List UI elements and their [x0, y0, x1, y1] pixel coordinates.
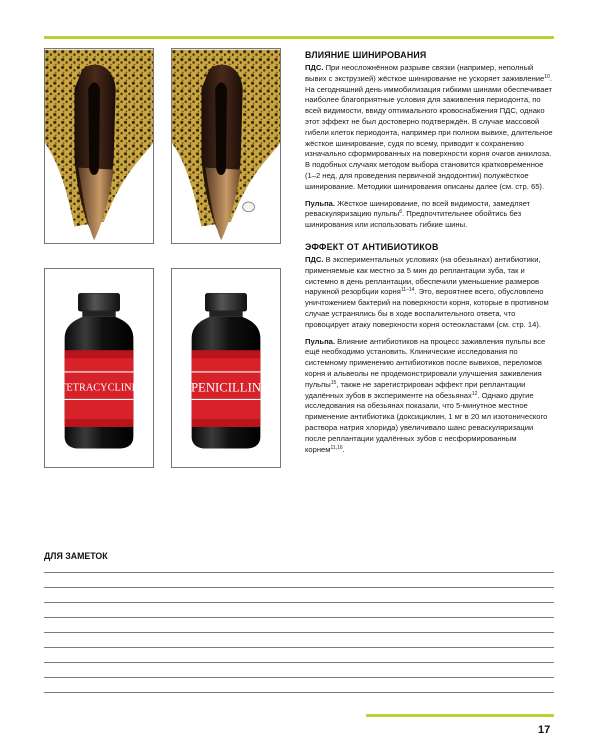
penicillin-label-text: PENICILLIN — [190, 380, 262, 395]
note-line — [44, 617, 554, 618]
note-line — [44, 677, 554, 678]
antibiotics-pulp-paragraph: Пульпа. Влияние антибиотиков на процесс заживления пульпы все ещё необходимо установить. Клинические исследования по системному применению антибиотиков после вывихов, переломов корня и альвеолы не продемонстрировали улучшения заживления пульпы$^{15}$, также не зарегистрирован эффект при реплантации удалённых зубов в эксперименте на обезьянах$^{12}$. Однако другие исследования на обезьянах показали, что 5-минутное местное применение антибиотика (доксициклин, 1 мг в 20 мл изотонического раствора натрия хлорида) увеличивало шанс реваскуляризации после реплантации удалённых зубов с несформированным корнем$^{11,16}$. — [305, 336, 548, 454]
penicillin-bottle-drawing — [172, 269, 280, 467]
note-line — [44, 572, 554, 573]
top-accent-rule — [44, 36, 554, 39]
section-title-antibiotics: ЭФФЕКТ ОТ АНТИБИОТИКОВ — [305, 241, 439, 252]
notes-title: ДЛЯ ЗАМЕТОК — [44, 551, 108, 561]
tooth-illustration-rigid — [44, 48, 154, 244]
tooth-illustration-flexible — [171, 48, 281, 244]
tetracycline-bottle-illustration — [44, 268, 154, 468]
note-line — [44, 662, 554, 663]
splinting-pdl-paragraph: ПДС. При неосложнённом разрыве связки (например, неполный вывих с экструзией) жёсткое шинирование не ускоряет заживление$^{10}$. На сегодняшний день иммобилизация гибкими шинами обеспечивает наиболее благоприятные условия для заживления периодонта, по всей видимости, ввиду оптимального кровоснабжения ПДС, однако этот эффект не был достоверно подтверждён. В случае массовой гибели клеток периодонта, например при полном вывихе, длительное жёсткое шинирование, судя по всему, приводит к сохранению изначально сформированных на поверхности корня очагов анкилоза. В подобных случаях методом выбора становится кратковременное (1–2 нед, для проведения первичной эндодонтии) полужёсткое шинирование. Методики шинирования описаны далее (см. стр. 65). — [305, 63, 553, 191]
note-line — [44, 647, 554, 648]
tooth-drawing-a — [45, 49, 153, 243]
antibiotics-pulp-label: Пульпа. — [305, 336, 335, 346]
penicillin-bottle-illustration — [171, 268, 281, 468]
splinting-pdl-label: ПДС. — [305, 63, 324, 72]
note-line — [44, 587, 554, 588]
note-line — [44, 632, 554, 633]
antibiotics-pdl-paragraph: ПДС. В экспериментальных условиях (на обезьянах) антибиотики, применяемые как местно за 5 мин до реплантации зуба, так и системно в день реплантации, обеспечили уменьшение размеров наружной резорбции корня$^{11-14}$. Это, вероятнее всего, обусловлено уничтожением бактерий на поверхности корня, которые в противном случае устранялись бы в ходе воспалительного ответа, что провоцирует атаку поверхности корня остеокластами (см. стр. 14). — [305, 254, 549, 329]
page-number: 17 — [538, 724, 551, 736]
section-title-splinting: ВЛИЯНИЕ ШИНИРОВАНИЯ — [305, 50, 427, 60]
antibiotics-pdl-label: ПДС. — [305, 254, 324, 264]
bottom-accent-rule — [366, 714, 554, 717]
note-line — [44, 692, 554, 693]
splinting-pulp-paragraph: Пульпа. Жёсткое шинирование, по всей видимости, замедляет реваскуляризацию пульпы$^6$. Предпочтительнее обойтись без шинирования или использовать гибкие шины. — [305, 198, 531, 230]
tetracycline-label-text: TETRACYCLINE — [60, 382, 138, 394]
tetracycline-bottle-drawing — [45, 269, 153, 467]
article-text-column — [305, 50, 555, 455]
note-line — [44, 602, 554, 603]
splinting-pulp-label: Пульпа. — [305, 198, 335, 208]
tooth-drawing-b — [172, 49, 280, 243]
